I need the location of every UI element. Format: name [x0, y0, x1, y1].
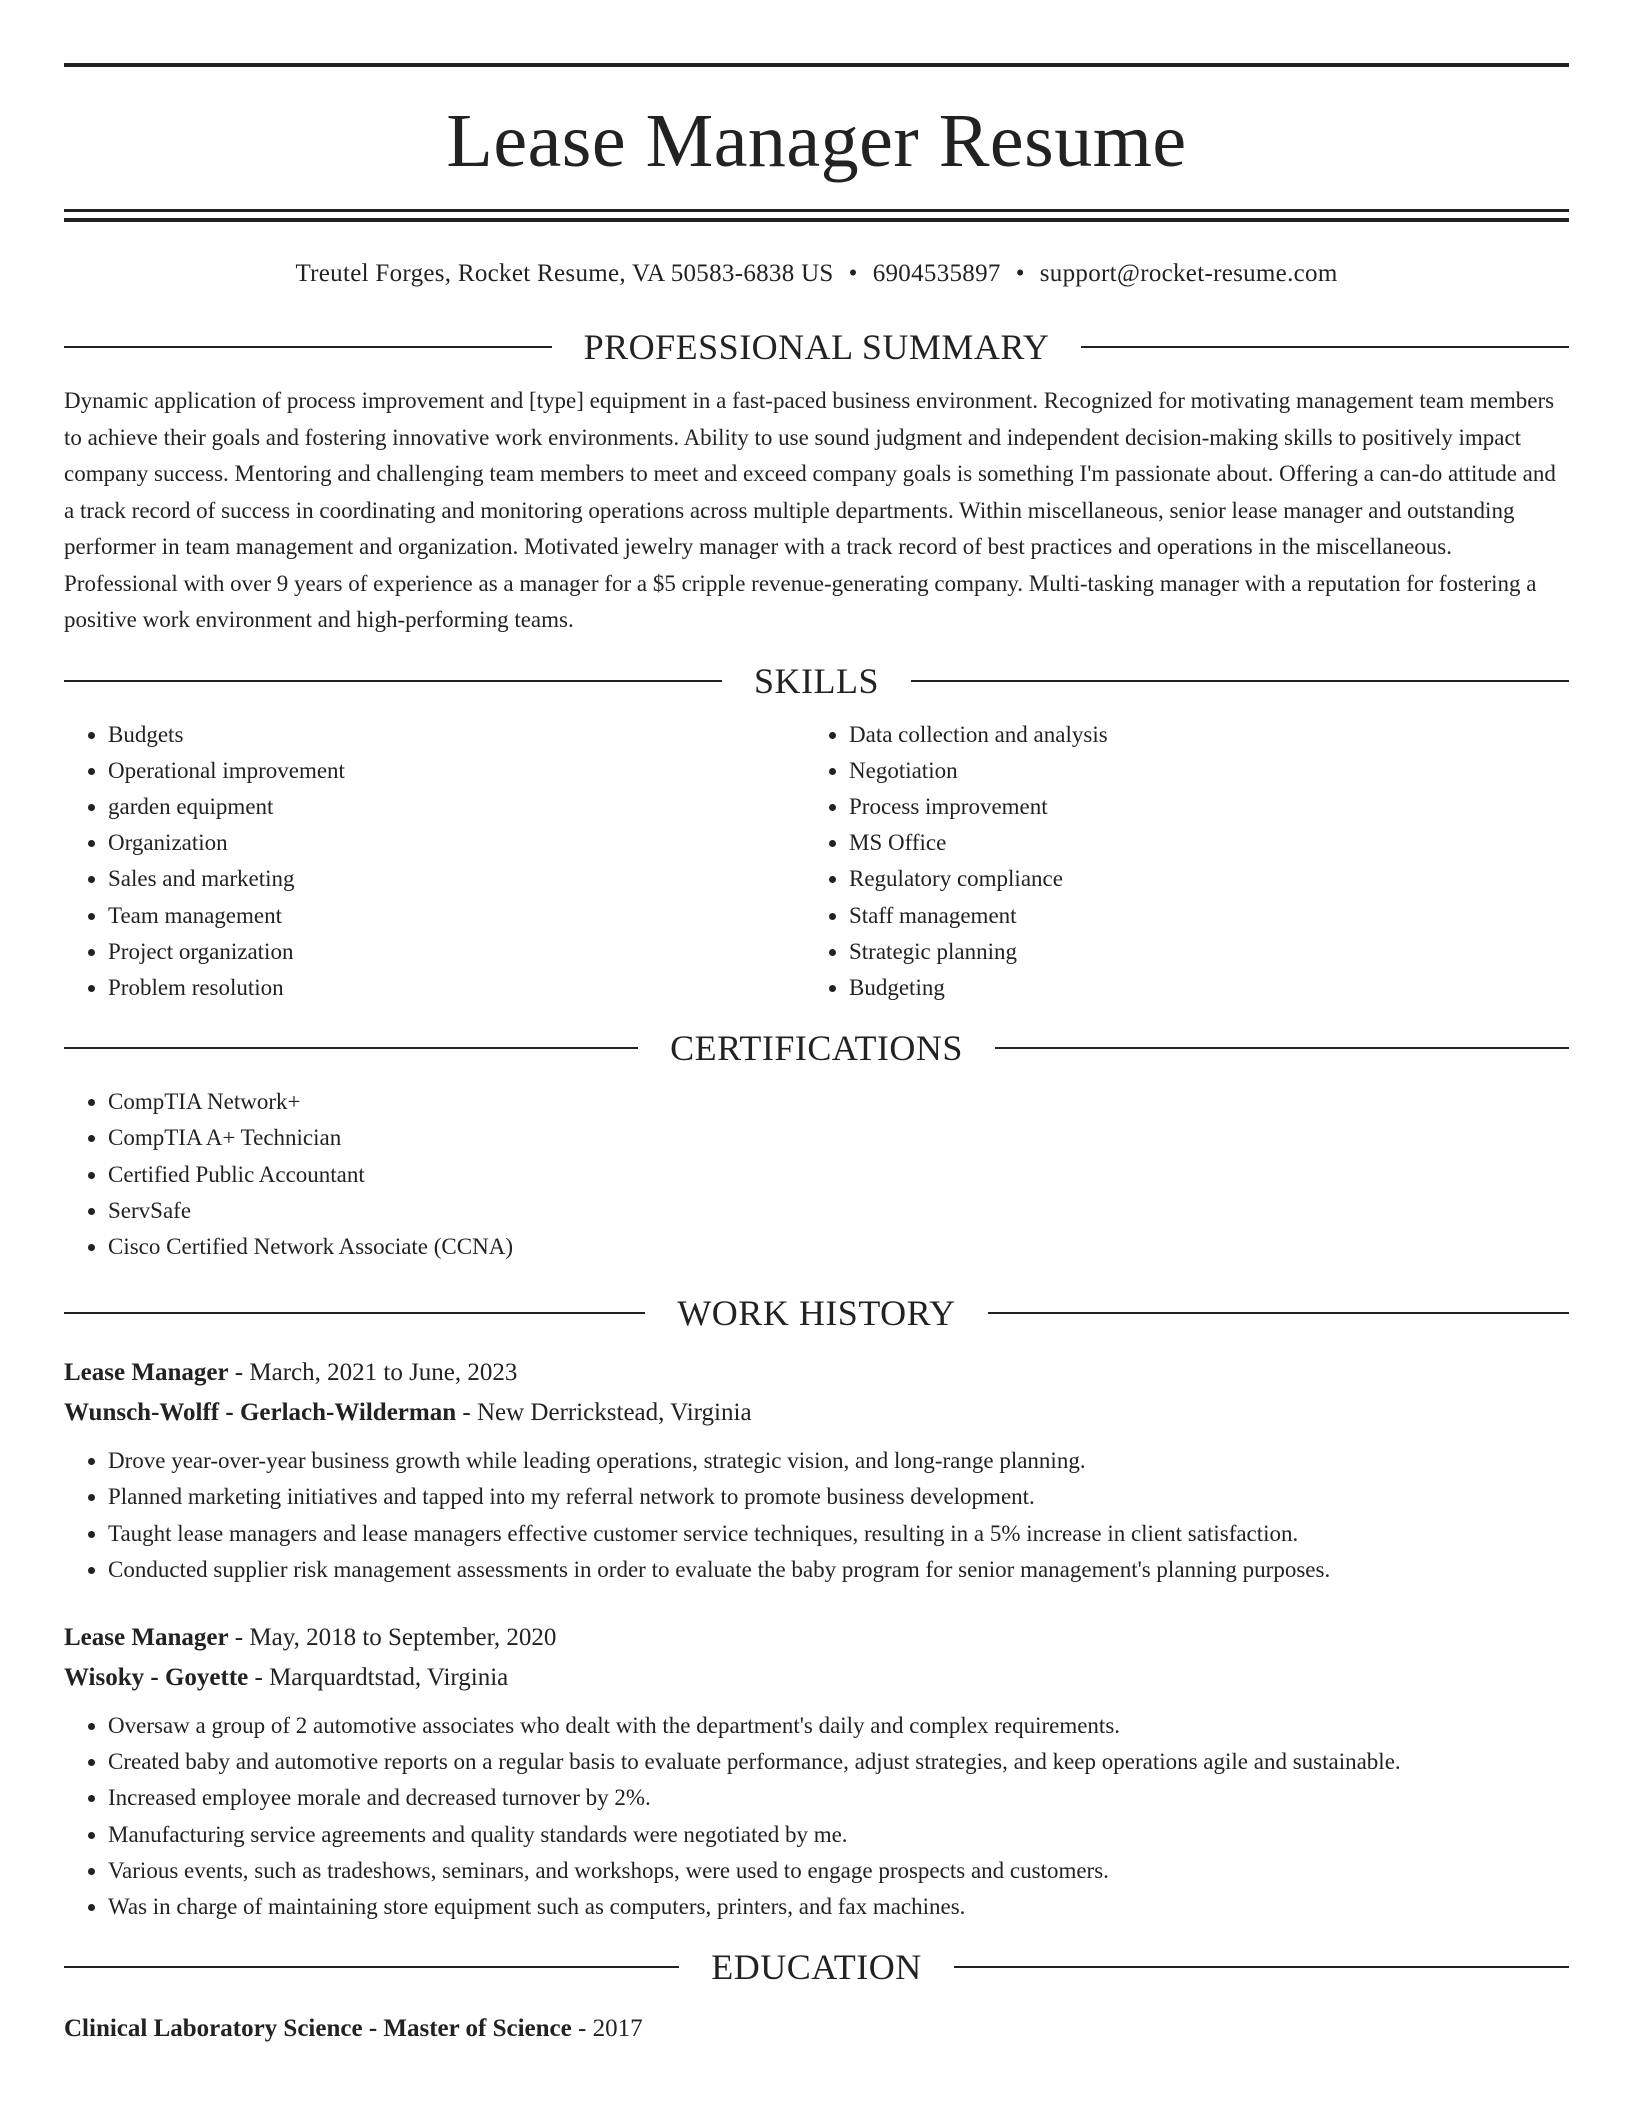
skill-item: • Negotiation	[849, 753, 1546, 789]
job-bullet: • Conducted supplier risk management assessments in order to evaluate the baby program for senior management's planning purposes.	[108, 1552, 1569, 1588]
skill-item: • Data collection and analysis	[849, 717, 1546, 753]
job-title-line	[64, 1618, 1569, 1658]
job-bullet: • Drove year-over-year business growth while leading operations, strategic vision, and long-range planning.	[108, 1443, 1569, 1479]
certification-item: • ServSafe	[108, 1193, 1569, 1229]
job-dates: - May, 2018 to September, 2020	[228, 1623, 557, 1651]
job-entry	[64, 1353, 1569, 1588]
section-header-education	[64, 1947, 1569, 1987]
section-title: PROFESSIONAL SUMMARY	[583, 327, 1050, 367]
section-header-summary	[64, 327, 1569, 367]
skill-item: • Sales and marketing	[108, 861, 805, 897]
summary-text: Dynamic application of process improvement and [type] equipment in a fast-paced business environment. Recognized for motivating management team members to achieve their goals and fostering innovative work environments. Ability to use sound judgment and independent decision-making skills to positively impact company success. Mentoring and challenging team members to meet and exceed company goals is something I'm passionate about. Offering a can-do attitude and a track record of success in coordinating and monitoring operations across multiple departments. Within miscellaneous, senior lease manager and outstanding performer in team management and organization. Motivated jewelry manager with a track record of best practices and operations in the miscellaneous. Professional with over 9 years of experience as a manager for a $5 cripple revenue-generating company. Multi-tasking manager with a reputation for fostering a positive work environment and high-performing teams.	[64, 388, 1556, 632]
resume-page	[64, 0, 1569, 2049]
skill-item: • garden equipment	[108, 789, 805, 825]
job-bullet: • Taught lease managers and lease managers effective customer service techniques, resulting in a 5% increase in client satisfaction.	[108, 1516, 1569, 1552]
skill-item: • Team management	[108, 898, 805, 934]
job-location: - Marquardtstad, Virginia	[248, 1663, 509, 1691]
contact-phone: 6904535897	[872, 260, 1001, 287]
job-title: Lease Manager	[64, 1623, 229, 1651]
contact-separator: •	[848, 260, 858, 287]
job-entry	[64, 1618, 1569, 1925]
education-degree: Clinical Laboratory Science - Master of Science	[64, 2015, 572, 2043]
certification-item: • Certified Public Accountant	[108, 1157, 1569, 1193]
job-bullets	[64, 1443, 1569, 1588]
job-title-line	[64, 1353, 1569, 1393]
job-bullet: • Manufacturing service agreements and quality standards were negotiated by me.	[108, 1817, 1569, 1853]
skill-item: • Project organization	[108, 934, 805, 970]
section-title: SKILLS	[754, 660, 880, 701]
skill-item: • Regulatory compliance	[849, 861, 1546, 897]
skill-item: • Budgets	[108, 717, 805, 753]
contact-email: support@rocket-resume.com	[1039, 260, 1338, 287]
job-company-line	[64, 1658, 1569, 1698]
certifications-list	[64, 1084, 1569, 1265]
skill-item: • Problem resolution	[108, 970, 805, 1006]
skill-item: • MS Office	[849, 825, 1546, 861]
section-header-skills	[64, 661, 1569, 701]
job-dates: - March, 2021 to June, 2023	[228, 1359, 518, 1387]
job-bullet: • Planned marketing initiatives and tapped into my referral network to promote business development.	[108, 1479, 1569, 1515]
skill-item: • Organization	[108, 825, 805, 861]
section-header-work-history	[64, 1293, 1569, 1333]
section-title: EDUCATION	[711, 1947, 922, 1988]
job-location: - New Derrickstead, Virginia	[456, 1399, 752, 1427]
title-double-rule	[64, 209, 1569, 222]
job-bullet: • Increased employee morale and decreased turnover by 2%.	[108, 1780, 1569, 1816]
certification-item: • Cisco Certified Network Associate (CCNA)	[108, 1229, 1569, 1265]
skills-list	[64, 717, 1569, 1007]
certification-item: • CompTIA Network+	[108, 1084, 1569, 1120]
contact-address: Treutel Forges, Rocket Resume, VA 50583-6838 US	[295, 260, 834, 287]
certification-item: • CompTIA A+ Technician	[108, 1120, 1569, 1156]
job-bullet: • Created baby and automotive reports on a regular basis to evaluate performance, adjust strategies, and keep operations agile and sustainable.	[108, 1744, 1569, 1780]
skill-item: • Budgeting	[849, 970, 1546, 1006]
job-bullet: • Various events, such as tradeshows, seminars, and workshops, were used to engage prospects and customers.	[108, 1853, 1569, 1889]
education-year: - 2017	[571, 2015, 643, 2043]
job-bullet: • Oversaw a group of 2 automotive associates who dealt with the department's daily and complex requirements.	[108, 1708, 1569, 1744]
section-title: WORK HISTORY	[677, 1293, 956, 1334]
top-rule	[64, 63, 1569, 67]
skill-item: • Strategic planning	[849, 934, 1546, 970]
job-bullet: • Was in charge of maintaining store equipment such as computers, printers, and fax machines.	[108, 1889, 1569, 1925]
resume-title: Lease Manager Resume	[446, 99, 1187, 183]
contact-line	[64, 258, 1569, 290]
job-title: Lease Manager	[64, 1359, 229, 1387]
section-header-certifications	[64, 1028, 1569, 1068]
skill-item: • Staff management	[849, 898, 1546, 934]
education-entry	[64, 2009, 1569, 2049]
skill-item: • Operational improvement	[108, 753, 805, 789]
section-title: CERTIFICATIONS	[670, 1028, 963, 1069]
job-company: Wisoky - Goyette	[64, 1663, 249, 1691]
job-company: Wunsch-Wolff - Gerlach-Wilderman	[64, 1399, 457, 1427]
job-company-line	[64, 1393, 1569, 1433]
job-bullets	[64, 1708, 1569, 1925]
contact-separator: •	[1015, 260, 1025, 287]
skill-item: • Process improvement	[849, 789, 1546, 825]
